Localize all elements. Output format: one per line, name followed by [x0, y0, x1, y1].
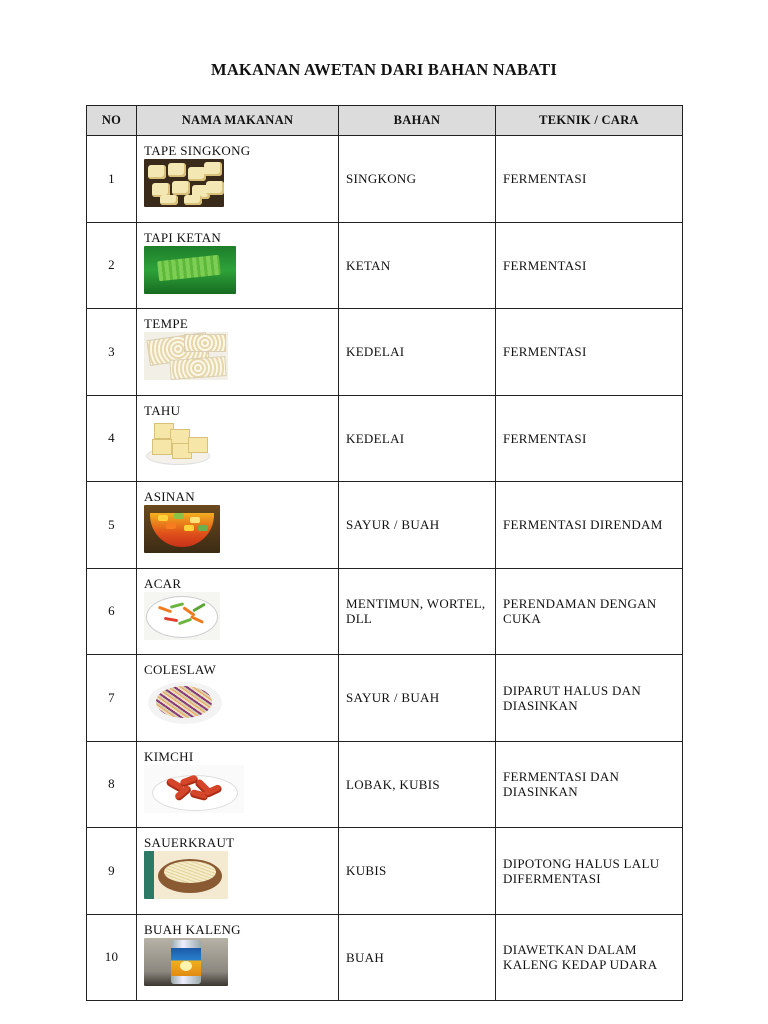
- bahan-cell: KETAN: [339, 222, 496, 309]
- table-row: [87, 482, 683, 569]
- row-number: 1: [87, 136, 137, 223]
- row-number: 6: [87, 568, 137, 655]
- teknik-cell: FERMENTASI: [496, 309, 683, 396]
- table-row: [87, 914, 683, 1001]
- bahan-cell: SAYUR / BUAH: [339, 655, 496, 742]
- food-name-cell: [137, 741, 339, 828]
- row-number: 4: [87, 395, 137, 482]
- food-name: COLESLAW: [144, 662, 217, 677]
- teknik-cell: FERMENTASI: [496, 136, 683, 223]
- food-name: BUAH KALENG: [144, 921, 241, 937]
- table-row: [87, 136, 683, 223]
- food-name: KIMCHI: [144, 748, 194, 764]
- header-bahan: BAHAN: [339, 106, 496, 136]
- food-name-cell: [137, 568, 339, 655]
- table-row: [87, 395, 683, 482]
- bahan-cell: SINGKONG: [339, 136, 496, 223]
- food-name-cell: [137, 828, 339, 915]
- header-nama-makanan: NAMA MAKANAN: [137, 106, 339, 136]
- table-row: [87, 568, 683, 655]
- food-name-cell: [137, 482, 339, 569]
- food-name: SAUERKRAUT: [144, 835, 235, 850]
- row-number: 5: [87, 482, 137, 569]
- header-teknik-cara: TEKNIK / CARA: [496, 106, 683, 136]
- bahan-cell: SAYUR / BUAH: [339, 482, 496, 569]
- row-number: 9: [87, 828, 137, 915]
- teknik-cell: DIPOTONG HALUS LALU DIFERMENTASI: [496, 828, 683, 915]
- kimchi-photo: [144, 765, 244, 813]
- food-name: TAPE SINGKONG: [144, 143, 251, 158]
- tape-singkong-photo: [144, 159, 224, 207]
- food-name: TAPI KETAN: [144, 229, 222, 245]
- bahan-cell: LOBAK, KUBIS: [339, 741, 496, 828]
- teknik-cell: FERMENTASI: [496, 222, 683, 309]
- table-header-row: [87, 106, 683, 136]
- row-number: 10: [87, 914, 137, 1001]
- food-name-cell: [137, 655, 339, 742]
- coleslaw-photo: [144, 678, 226, 726]
- table-row: [87, 828, 683, 915]
- food-name-cell: [137, 136, 339, 223]
- food-name: ACAR: [144, 575, 182, 591]
- teknik-cell: FERMENTASI DAN DIASINKAN: [496, 741, 683, 828]
- table-row: [87, 309, 683, 396]
- document-title: MAKANAN AWETAN DARI BAHAN NABATI: [211, 60, 557, 79]
- food-name-cell: [137, 309, 339, 396]
- bahan-cell: KEDELAI: [339, 309, 496, 396]
- teknik-cell: PERENDAMAN DENGAN CUKA: [496, 568, 683, 655]
- asinan-photo: [144, 505, 220, 553]
- food-name: TAHU: [144, 402, 181, 418]
- bahan-cell: BUAH: [339, 914, 496, 1001]
- table-row: [87, 222, 683, 309]
- bahan-cell: KEDELAI: [339, 395, 496, 482]
- tapi-ketan-photo: [144, 246, 236, 294]
- teknik-cell: DIPARUT HALUS DAN DIASINKAN: [496, 655, 683, 742]
- tempe-photo: [144, 332, 228, 380]
- teknik-cell: FERMENTASI: [496, 395, 683, 482]
- food-name: TEMPE: [144, 316, 189, 331]
- food-table: [86, 105, 683, 1001]
- food-name-cell: [137, 395, 339, 482]
- bahan-cell: MENTIMUN, WORTEL, DLL: [339, 568, 496, 655]
- acar-photo: [144, 592, 220, 640]
- food-name: ASINAN: [144, 489, 195, 504]
- row-number: 7: [87, 655, 137, 742]
- food-name-cell: [137, 914, 339, 1001]
- sauerkraut-photo: [144, 851, 228, 899]
- buah-kaleng-photo: [144, 938, 228, 986]
- row-number: 2: [87, 222, 137, 309]
- teknik-cell: FERMENTASI DIRENDAM: [496, 482, 683, 569]
- header-no: NO: [87, 106, 137, 136]
- table-row: [87, 741, 683, 828]
- teknik-cell: DIAWETKAN DALAM KALENG KEDAP UDARA: [496, 914, 683, 1001]
- table-row: [87, 655, 683, 742]
- bahan-cell: KUBIS: [339, 828, 496, 915]
- row-number: 8: [87, 741, 137, 828]
- food-name-cell: [137, 222, 339, 309]
- row-number: 3: [87, 309, 137, 396]
- tahu-photo: [144, 419, 210, 467]
